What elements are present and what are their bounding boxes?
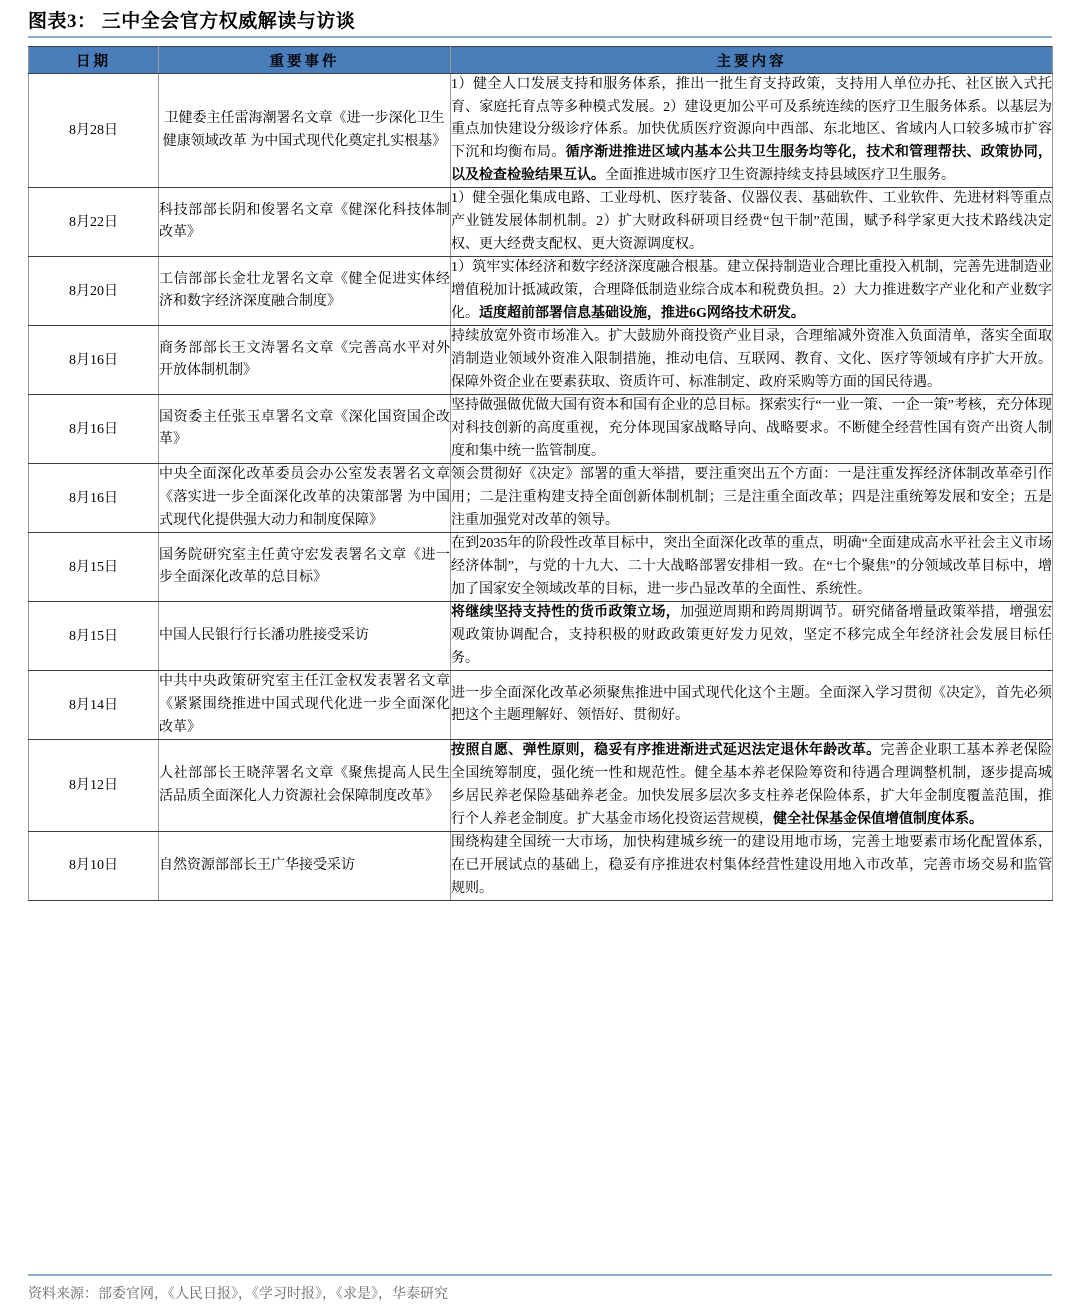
content-segment: 在到2035年的阶段性改革目标中，突出全面深化改革的重点，明确“全面建成高水平社会主义市场经济体制”，与党的十九大、二十大战略部署安排相一致。在“七个聚焦”的分领域改革目标中，增加了国家安全领域改革的目标，进一步凸显改革的全面性、系统性。 xyxy=(451,536,1052,597)
cell-date: 8月15日 xyxy=(29,602,159,671)
source-note: 资料来源：部委官网，《人民日报》，《学习时报》，《求是》，华泰研究 xyxy=(28,1287,448,1302)
content-segment: 坚持做强做优做大国有资本和国有企业的总目标。探索实行“一业一策、一企一策”考核，充分体现对科技创新的高度重视，充分体现国家战略导向、战略要求。不断健全经营性国有资产出资人制度和集中统一监管制度。 xyxy=(451,398,1052,459)
cell-content xyxy=(451,671,1053,740)
cell-event: 商务部部长王文涛署名文章《完善高水平对外开放体制机制》 xyxy=(159,326,451,395)
cell-event: 中国人民银行行长潘功胜接受采访 xyxy=(159,602,451,671)
table-container xyxy=(28,46,1052,901)
table-row xyxy=(29,74,1053,188)
column-header-content: 主要内容 xyxy=(451,47,1053,74)
content-segment: 1）健全强化集成电路、工业母机、医疗装备、仪器仪表、基础软件、工业软件、先进材料等重点产业链发展体制机制。2）扩大财政科研项目经费“包干制”范围，赋予科学家更大技术路线决定权、更大经费支配权、更大资源调度权。 xyxy=(451,191,1052,252)
cell-date: 8月16日 xyxy=(29,464,159,533)
content-segment: 进一步全面深化改革必须聚焦推进中国式现代化这个主题。全面深入学习贯彻《决定》，首先必须把这个主题理解好、领悟好、贯彻好。 xyxy=(451,685,1052,724)
cell-date: 8月12日 xyxy=(29,740,159,832)
table-row xyxy=(29,740,1053,832)
table-row xyxy=(29,257,1053,326)
cell-date: 8月10日 xyxy=(29,832,159,901)
content-segment: 完善企业职工基本养老保险全国统筹制度，强化统一性和规范性。健全基本养老保险筹资和待遇合理调整机制，逐步提高城乡居民养老保险基础养老金。加快发展多层次多支柱养老保险体系，扩大年金制度覆盖范围，推行个人养老金制度。扩大基金市场化投资运营规模， xyxy=(451,743,1053,827)
cell-content xyxy=(451,74,1053,188)
cell-event: 国资委主任张玉卓署名文章《深化国资国企改革》 xyxy=(159,395,451,464)
cell-content xyxy=(451,395,1053,464)
cell-content xyxy=(451,464,1053,533)
table-row xyxy=(29,602,1053,671)
content-segment: 加强逆周期和跨周期调节。研究储备增量政策举措，增强宏观政策协调配合，支持积极的财政政策更好发力见效，坚定不移完成全年经济社会发展目标任务。 xyxy=(451,605,1053,666)
table-row xyxy=(29,188,1053,257)
content-segment: 健全社保基金保值增值制度体系。 xyxy=(773,811,983,827)
cell-date: 8月20日 xyxy=(29,257,159,326)
footer-divider xyxy=(28,1274,1052,1276)
table-row xyxy=(29,395,1053,464)
cell-event: 科技部部长阴和俊署名文章《健深化科技体制改革》 xyxy=(159,188,451,257)
header-row xyxy=(29,47,1053,74)
content-segment: 循序渐进推进区域内基本公共卫生服务均等化，技术和管理帮扶、政策协同，以及检查检验结果互认。 xyxy=(451,145,1053,183)
cell-date: 8月14日 xyxy=(29,671,159,740)
table-body xyxy=(29,74,1053,901)
table-row xyxy=(29,671,1053,740)
cell-date: 8月15日 xyxy=(29,533,159,602)
column-header-date: 日期 xyxy=(29,47,159,74)
content-segment: 适度超前部署信息基础设施，推进6G网络技术研发。 xyxy=(479,305,805,321)
cell-content xyxy=(451,832,1053,901)
content-segment: 将继续坚持支持性的货币政策立场， xyxy=(451,605,681,621)
cell-content xyxy=(451,602,1053,671)
cell-date: 8月16日 xyxy=(29,326,159,395)
cell-event: 人社部部长王晓萍署名文章《聚焦提高人民生活品质全面深化人力资源社会保障制度改革》 xyxy=(159,740,451,832)
content-segment: 按照自愿、弹性原则，稳妥有序推进渐进式延迟法定退休年龄改革。 xyxy=(451,743,881,759)
page-title: 图表3： 三中全会官方权威解读与访谈 xyxy=(28,11,356,32)
cell-content xyxy=(451,326,1053,395)
table-row xyxy=(29,326,1053,395)
cell-event: 自然资源部部长王广华接受采访 xyxy=(159,832,451,901)
content-segment: 全面推进城市医疗卫生资源持续支持县域医疗卫生服务。 xyxy=(605,167,955,183)
content-segment: 2）建设更加公平可及系统连续的医疗卫生服务体系。以基层为重点加快建设分级诊疗体系。加快优质医疗资源向中西部、东北地区、省域内人口较多城市扩容下沉和均衡布局。 xyxy=(451,99,1053,161)
cell-event: 卫健委主任雷海潮署名文章《进一步深化卫生健康领域改革 为中国式现代化奠定扎实根基》 xyxy=(159,74,451,188)
title-divider xyxy=(28,36,1052,38)
content-segment: 1）健全人口发展支持和服务体系，推出一批生育支持政策，支持用人单位办托、社区嵌入式托育、家庭托育点等多种模式发展。 xyxy=(451,77,1052,115)
table-row xyxy=(29,464,1053,533)
content-segment: 领会贯彻好《决定》部署的重大举措，要注重突出五个方面：一是注重发挥经济体制改革牵引作用；二是注重构建支持全面创新体制机制；三是注重全面改革；四是注重统筹发展和安全；五是注重加强党对改革的领导。 xyxy=(451,467,1052,528)
cell-event: 国务院研究室主任黄守宏发表署名文章《进一步全面深化改革的总目标》 xyxy=(159,533,451,602)
cell-content xyxy=(451,533,1053,602)
cell-date: 8月28日 xyxy=(29,74,159,188)
cell-content xyxy=(451,740,1053,832)
column-header-event: 重要事件 xyxy=(159,47,451,74)
content-segment: 1）筑牢实体经济和数字经济深度融合根基。建立保持制造业合理比重投入机制，完善先进制造业增值税加计抵减政策，合理降低制造业综合成本和税费负担。2）大力推进数字产业化和产业数字化。 xyxy=(451,260,1052,321)
cell-date: 8月16日 xyxy=(29,395,159,464)
cell-event: 中共中央政策研究室主任江金权发表署名文章《紧紧围绕推进中国式现代化进一步全面深化改革》 xyxy=(159,671,451,740)
official-interpretations-table xyxy=(28,46,1053,901)
content-segment: 持续放宽外资市场准入。扩大鼓励外商投资产业目录，合理缩减外资准入负面清单，落实全面取消制造业领域外资准入限制措施，推动电信、互联网、教育、文化、医疗等领域有序扩大开放。保障外资企业在要素获取、资质许可、标准制定、政府采购等方面的国民待遇。 xyxy=(451,329,1052,390)
table-row xyxy=(29,533,1053,602)
cell-event: 工信部部长金壮龙署名文章《健全促进实体经济和数字经济深度融合制度》 xyxy=(159,257,451,326)
cell-date: 8月22日 xyxy=(29,188,159,257)
table-header xyxy=(29,47,1053,74)
table-row xyxy=(29,832,1053,901)
cell-content xyxy=(451,188,1053,257)
content-segment: 围绕构建全国统一大市场，加快构建城乡统一的建设用地市场，完善土地要素市场化配置体系，在已开展试点的基础上，稳妥有序推进农村集体经营性建设用地入市改革，完善市场交易和监管规则。 xyxy=(451,835,1052,896)
cell-content xyxy=(451,257,1053,326)
cell-event: 中央全面深化改革委员会办公室发表署名文章《落实进一步全面深化改革的决策部署 为中国式现代化提供强大动力和制度保障》 xyxy=(159,464,451,533)
